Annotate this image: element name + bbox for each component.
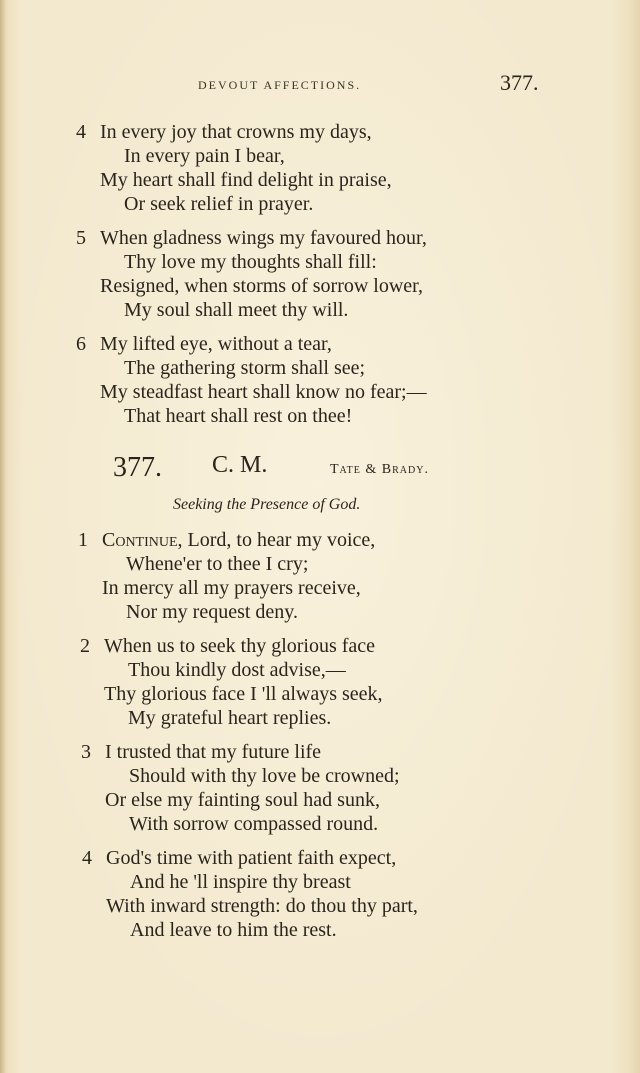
- verse-line: God's time with patient faith expect,: [106, 847, 397, 869]
- stanza-number: 4: [82, 847, 92, 869]
- verse-line: In every pain I bear,: [124, 145, 285, 167]
- verse-line: Resigned, when storms of sorrow lower,: [100, 275, 424, 297]
- stanza-number: 2: [80, 635, 90, 657]
- verse-line: I trusted that my future life: [105, 741, 322, 763]
- verse-line: My heart shall find delight in praise,: [100, 169, 392, 191]
- verse-line: When us to seek thy glorious face: [104, 635, 376, 657]
- verse-line: That heart shall rest on thee!: [124, 405, 353, 427]
- verse-line: Should with thy love be crowned;: [129, 765, 400, 787]
- stanza-number: 1: [78, 529, 88, 551]
- verse-line: In every joy that crowns my days,: [100, 121, 372, 143]
- verse-line: Whene'er to thee I cry;: [126, 553, 309, 575]
- verse-line: Thy love my thoughts shall fill:: [124, 251, 377, 273]
- verse-line: Thy glorious face I 'll always seek,: [104, 683, 383, 705]
- stanza-number: 6: [76, 333, 86, 355]
- verse-line: Or else my fainting soul had sunk,: [105, 789, 380, 811]
- stanza-number: 4: [76, 121, 86, 143]
- page-number: 377.: [500, 70, 539, 95]
- stanza-number: 5: [76, 227, 86, 249]
- verse-line: Or seek relief in prayer.: [124, 193, 314, 215]
- stanza-number: 3: [81, 741, 91, 763]
- verse-line: And he 'll inspire thy breast: [130, 871, 351, 893]
- verse-line: With inward strength: do thou thy part,: [106, 895, 418, 917]
- verse-line: Nor my request deny.: [126, 601, 298, 623]
- verse-line: [102, 528, 375, 552]
- verse-line: The gathering storm shall see;: [124, 357, 366, 379]
- verse-line: My steadfast heart shall know no fear;—: [100, 381, 427, 403]
- verse-line: In mercy all my prayers receive,: [102, 577, 361, 599]
- verse-line: Thou kindly dost advise,—: [128, 659, 346, 681]
- verse-line: My soul shall meet thy will.: [124, 299, 349, 321]
- hymn-number: 377.: [113, 452, 162, 483]
- opening-word: Continue: [102, 529, 178, 551]
- running-head: DEVOUT AFFECTIONS.: [198, 78, 362, 92]
- verse-line: With sorrow compassed round.: [129, 813, 379, 835]
- page-edge-shadow: [0, 0, 6, 1073]
- verse-line: When gladness wings my favoured hour,: [100, 227, 427, 249]
- hymn-meter: C. M.: [212, 452, 268, 478]
- verse-line: My lifted eye, without a tear,: [100, 333, 332, 355]
- verse-line: And leave to him the rest.: [130, 919, 337, 941]
- verse-line: My grateful heart replies.: [128, 707, 332, 729]
- opening-line-rest: , Lord, to hear my voice,: [177, 529, 376, 551]
- hymn-title: Seeking the Presence of God.: [173, 496, 361, 513]
- hymn-author: Tate & Brady.: [330, 462, 429, 477]
